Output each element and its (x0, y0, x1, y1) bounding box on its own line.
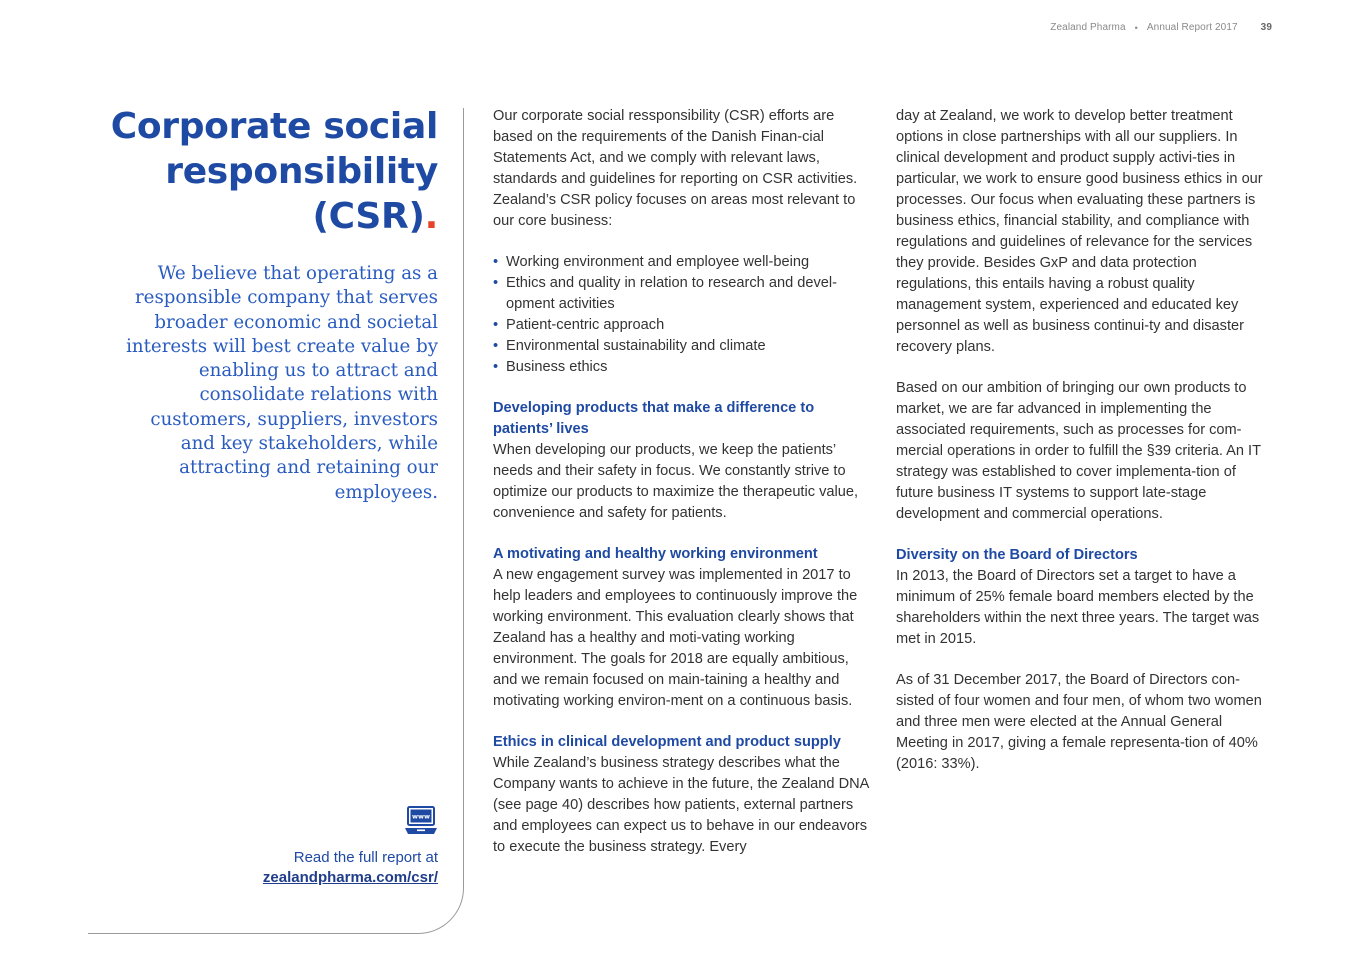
title-line-2: responsibility (165, 151, 438, 192)
section-heading-working-environment: A motivating and healthy working environment (493, 546, 818, 562)
page-number: 39 (1260, 22, 1272, 33)
read-more-block (178, 806, 438, 888)
section-body-diversity-2: As of 31 December 2017, the Board of Directors con-sisted of four women and four men, of whom two women and three men were elected at the Annual General Meeting in 2017, giving a female representa-tion of 40% (2016: 33%). (896, 672, 1262, 772)
section-heading-products: Developing products that make a difference to patients’ lives (493, 400, 815, 437)
list-item: • Patient-centric approach (493, 315, 871, 336)
header-company: Zealand Pharma (1050, 22, 1126, 33)
section-body-products: When developing our products, we keep the patients’ needs and their safety in focus. We constantly strive to optimize our products to maximize the therapeutic value, convenience and safety for patients. (493, 442, 859, 521)
page-header (1050, 22, 1272, 33)
csr-report-link[interactable]: zealandpharma.com/csr/ (262, 869, 438, 886)
title-line-3: (CSR) (312, 196, 425, 237)
section-body-diversity-1: In 2013, the Board of Directors set a target to have a minimum of 25% female board members elected by the shareholders within the next three years. The target was met in 2015. (896, 568, 1260, 647)
ethics-continued-paragraph: day at Zealand, we work to develop better treatment options in close partnerships with all our suppliers. In clinical development and product supply activi-ties in particular, we work to ensure good business ethics in our processes. Our focus when evaluating these partners is business ethics, financial stability, and compliance with regulations and guidelines of relevance for the services they provide. Besides GxP and data protection regulations, this entails having a robust quality management system, experienced and educated key personnel as well as business continui-ty and disaster recovery plans. (896, 108, 1263, 355)
intro-statement: We believe that operating as a responsible company that serves broader economic and societal interests will best create value by enabling us to attract and consolidate relations with customers, suppliers, investors and key stakeholders, while attracting and retaining our employees. (126, 263, 438, 503)
list-item: • Working environment and employee well-being (493, 252, 871, 273)
header-separator: • (1134, 22, 1138, 33)
www-label: www (411, 812, 431, 821)
read-more-label: Read the full report at (293, 849, 438, 866)
section-body-ethics: While Zealand’s business strategy describes what the Company wants to achieve in the future, the Zealand DNA (see page 40) describes how patients, external partners and employees can expect us to behave in our endeavors to execute the business strategy. Every (493, 755, 869, 855)
section-body-working-environment: A new engagement survey was implemented in 2017 to help leaders and employees to continuously improve the working environment. This evaluation clearly shows that Zealand has a healthy and moti-vating working environment. The goals for 2018 are equally ambitious, and we remain focused on main-taining a healthy and motivating working environ-ment on a continuous basis. (493, 567, 858, 709)
market-ambition-paragraph: Based on our ambition of bringing our own products to market, we are far advanced in implementing the associated requirements, such as processes for com-mercial operations in order to fulfill the §39 criteria. An IT strategy was established to cover implementa-tion of future business IT systems to support late-stage development and commercial operations. (896, 380, 1261, 522)
list-item: • Ethics and quality in relation to research and devel-opment activities (493, 273, 871, 315)
section-heading-diversity: Diversity on the Board of Directors (896, 547, 1138, 563)
list-item: • Business ethics (493, 357, 871, 378)
list-item: • Environmental sustainability and climate (493, 336, 871, 357)
title-line-1: Corporate social (110, 106, 438, 147)
section-heading-ethics: Ethics in clinical development and product supply (493, 734, 841, 750)
text-column-1 (493, 106, 871, 878)
www-computer-icon (404, 806, 438, 836)
page-title (38, 104, 438, 239)
title-accent-dot: . (424, 196, 438, 237)
header-report-title: Annual Report 2017 (1146, 22, 1238, 33)
csr-intro-paragraph: Our corporate social ressponsibility (CSR) efforts are based on the requirements of the Danish Finan-cial Statements Act, and we comply with relevant laws, standards and guidelines for reporting on CSR activities. Zealand’s CSR policy focuses on areas most relevant to our core business: (493, 108, 858, 229)
csr-focus-list (493, 252, 871, 378)
text-column-2 (896, 106, 1274, 795)
